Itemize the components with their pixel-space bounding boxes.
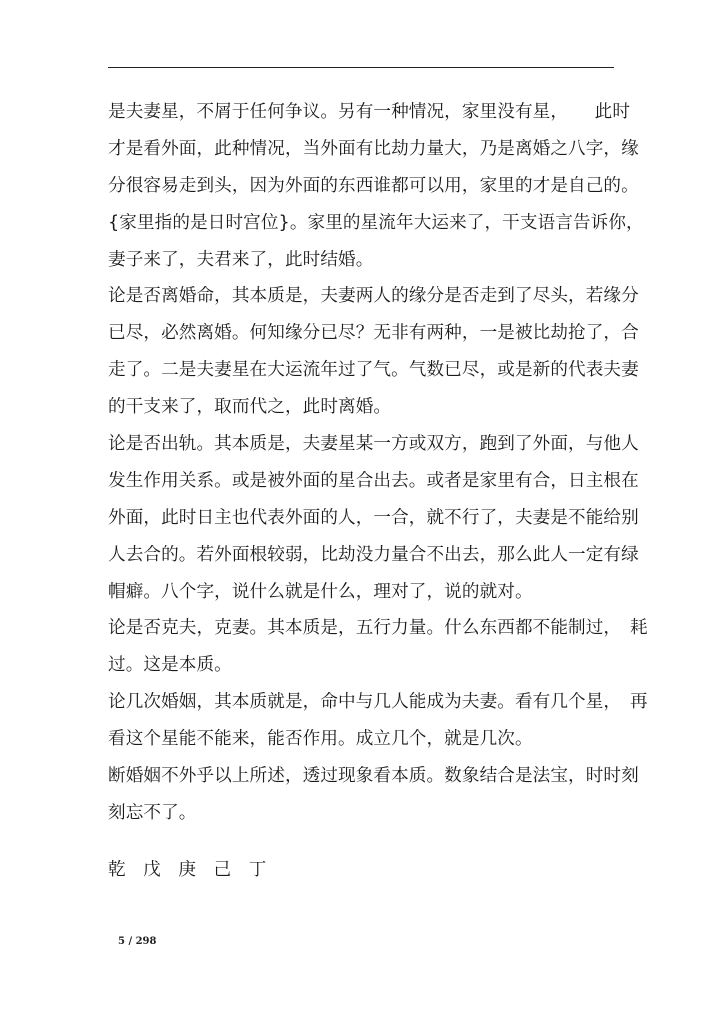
text-line: 论是否离婚命，其本质是，夫妻两人的缘分是否走到了尽头，若缘分 (108, 286, 639, 307)
text-line: 论是否克夫，克妻。其本质是，五行力量。什么东西都不能制过， 耗 (108, 618, 648, 639)
paragraph (108, 684, 648, 758)
paragraph-gap (108, 832, 616, 852)
document-body (108, 94, 648, 889)
text-line: 的干支来了，取而代之，此时离婚。 (108, 397, 392, 418)
text-line: 人去合的。若外面根较弱，比劫没力量合不出去，那么此人一定有绿 (108, 544, 639, 565)
text-line: 刻忘不了。 (108, 802, 197, 823)
paragraph-list (108, 94, 648, 832)
text-line: 分很容易走到头，因为外面的东西谁都可以用，家里的才是自己的。 (108, 175, 639, 196)
text-line: 已尽，必然离婚。何知缘分已尽？无非有两种，一是被比劫抢了，合 (108, 323, 639, 344)
paragraph (108, 426, 639, 610)
text-line: 走了。二是夫妻星在大运流年过了气。气数已尽，或是新的代表夫妻 (108, 360, 639, 381)
text-line: 是夫妻星，不屑于任何争议。另有一种情况，家里没有星， 此时 (108, 102, 631, 122)
page-number: 5 / 298 (118, 936, 157, 947)
text-line: 外面，此时日主也代表外面的人，一合，就不行了，夫妻是不能给别 (108, 507, 639, 528)
text-line: 帽癖。八个字，说什么就是什么，理对了，说的就对。 (108, 581, 533, 602)
text-line: 看这个星能不能来，能否作用。成立几个，就是几次。 (108, 729, 533, 750)
text-line: 过。这是本质。 (108, 655, 232, 676)
text-line: 论几次婚姻，其本质就是，命中与几人能成为夫妻。看有几个星， 再 (108, 692, 648, 713)
text-line: 论是否出轨。其本质是，夫妻星某一方或双方，跑到了外面，与他人 (108, 434, 639, 455)
text-line: {家里指的是日时宫位}。家里的星流年大运来了，干支语言告诉你， (108, 212, 644, 233)
text-line: 妻子来了，夫君来了，此时结婚。 (108, 249, 374, 270)
paragraph (108, 94, 644, 278)
paragraph (108, 758, 639, 832)
text-line: 断婚姻不外乎以上所述，透过现象看本质。数象结合是法宝，时时刻 (108, 766, 639, 787)
ganzhi-line: 乾 戊 庚 己 丁 (108, 859, 273, 880)
text-line: 才是看外面，此种情况，当外面有比劫力量大，乃是离婚之八字，缘 (108, 138, 639, 159)
paragraph (108, 278, 639, 426)
paragraph (108, 610, 648, 684)
header-rule (108, 67, 614, 68)
text-line: 发生作用关系。或是被外面的星合出去。或者是家里有合，日主根在 (108, 470, 639, 491)
